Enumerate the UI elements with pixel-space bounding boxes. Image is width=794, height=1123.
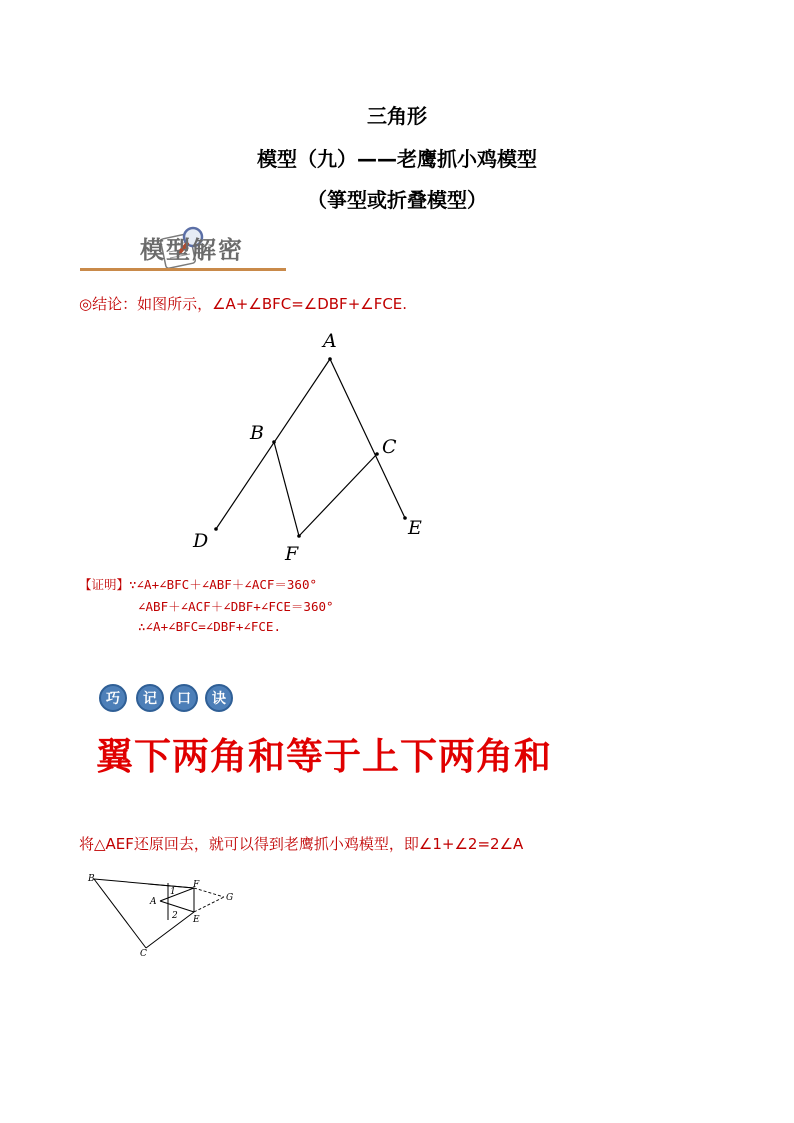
proof-line-1: 【证明】∵∠A+∠BFC＋∠ABF＋∠ACF＝360° — [79, 577, 318, 592]
page-title: 三角形 — [367, 104, 427, 128]
angle-2-label: 2 — [172, 911, 178, 921]
proof-line-2: ∠ABF＋∠ACF＋∠DBF+∠FCE＝360° — [138, 599, 334, 614]
mnemonic-badge: 口 — [170, 684, 198, 712]
proof-line-3: ∴∠A+∠BFC=∠DBF+∠FCE. — [138, 619, 281, 634]
mnemonic-badge: 诀 — [205, 684, 233, 712]
angle-1-label: 1 — [170, 887, 176, 897]
label-A: A — [150, 897, 157, 907]
label-F: F — [193, 880, 200, 890]
figure-eagle-chick — [180, 322, 440, 572]
section-underline — [80, 268, 286, 271]
label-C: C — [382, 436, 397, 458]
restore-text: 将△AEF还原回去，就可以得到老鹰抓小鸡模型，即∠1+∠2=2∠A — [79, 835, 524, 853]
model-subtitle: （箏型或折叠模型） — [307, 188, 487, 212]
line-AD — [216, 359, 330, 529]
label-B: B — [88, 874, 95, 884]
mnemonic-text: 翼下两角和等于上下两角和 — [96, 735, 552, 778]
mnemonic-badge: 巧 — [99, 684, 127, 712]
mnemonic-badge: 记 — [136, 684, 164, 712]
label-E: E — [193, 915, 200, 925]
label-E: E — [408, 517, 422, 539]
label-D: D — [193, 530, 209, 552]
label-C: C — [140, 949, 147, 959]
figure-folded-triangle — [84, 870, 244, 962]
label-G: G — [226, 893, 234, 903]
model-title: 模型（九）——老鹰抓小鸡模型 — [257, 147, 537, 171]
line-BF — [274, 442, 299, 536]
label-A: A — [323, 330, 337, 352]
line-CF — [299, 454, 377, 536]
section-label: 模型解密 — [140, 235, 244, 264]
conclusion-text: ◎结论：如图所示，∠A+∠BFC=∠DBF+∠FCE. — [79, 295, 408, 313]
label-B: B — [250, 422, 264, 444]
label-F: F — [285, 543, 299, 565]
